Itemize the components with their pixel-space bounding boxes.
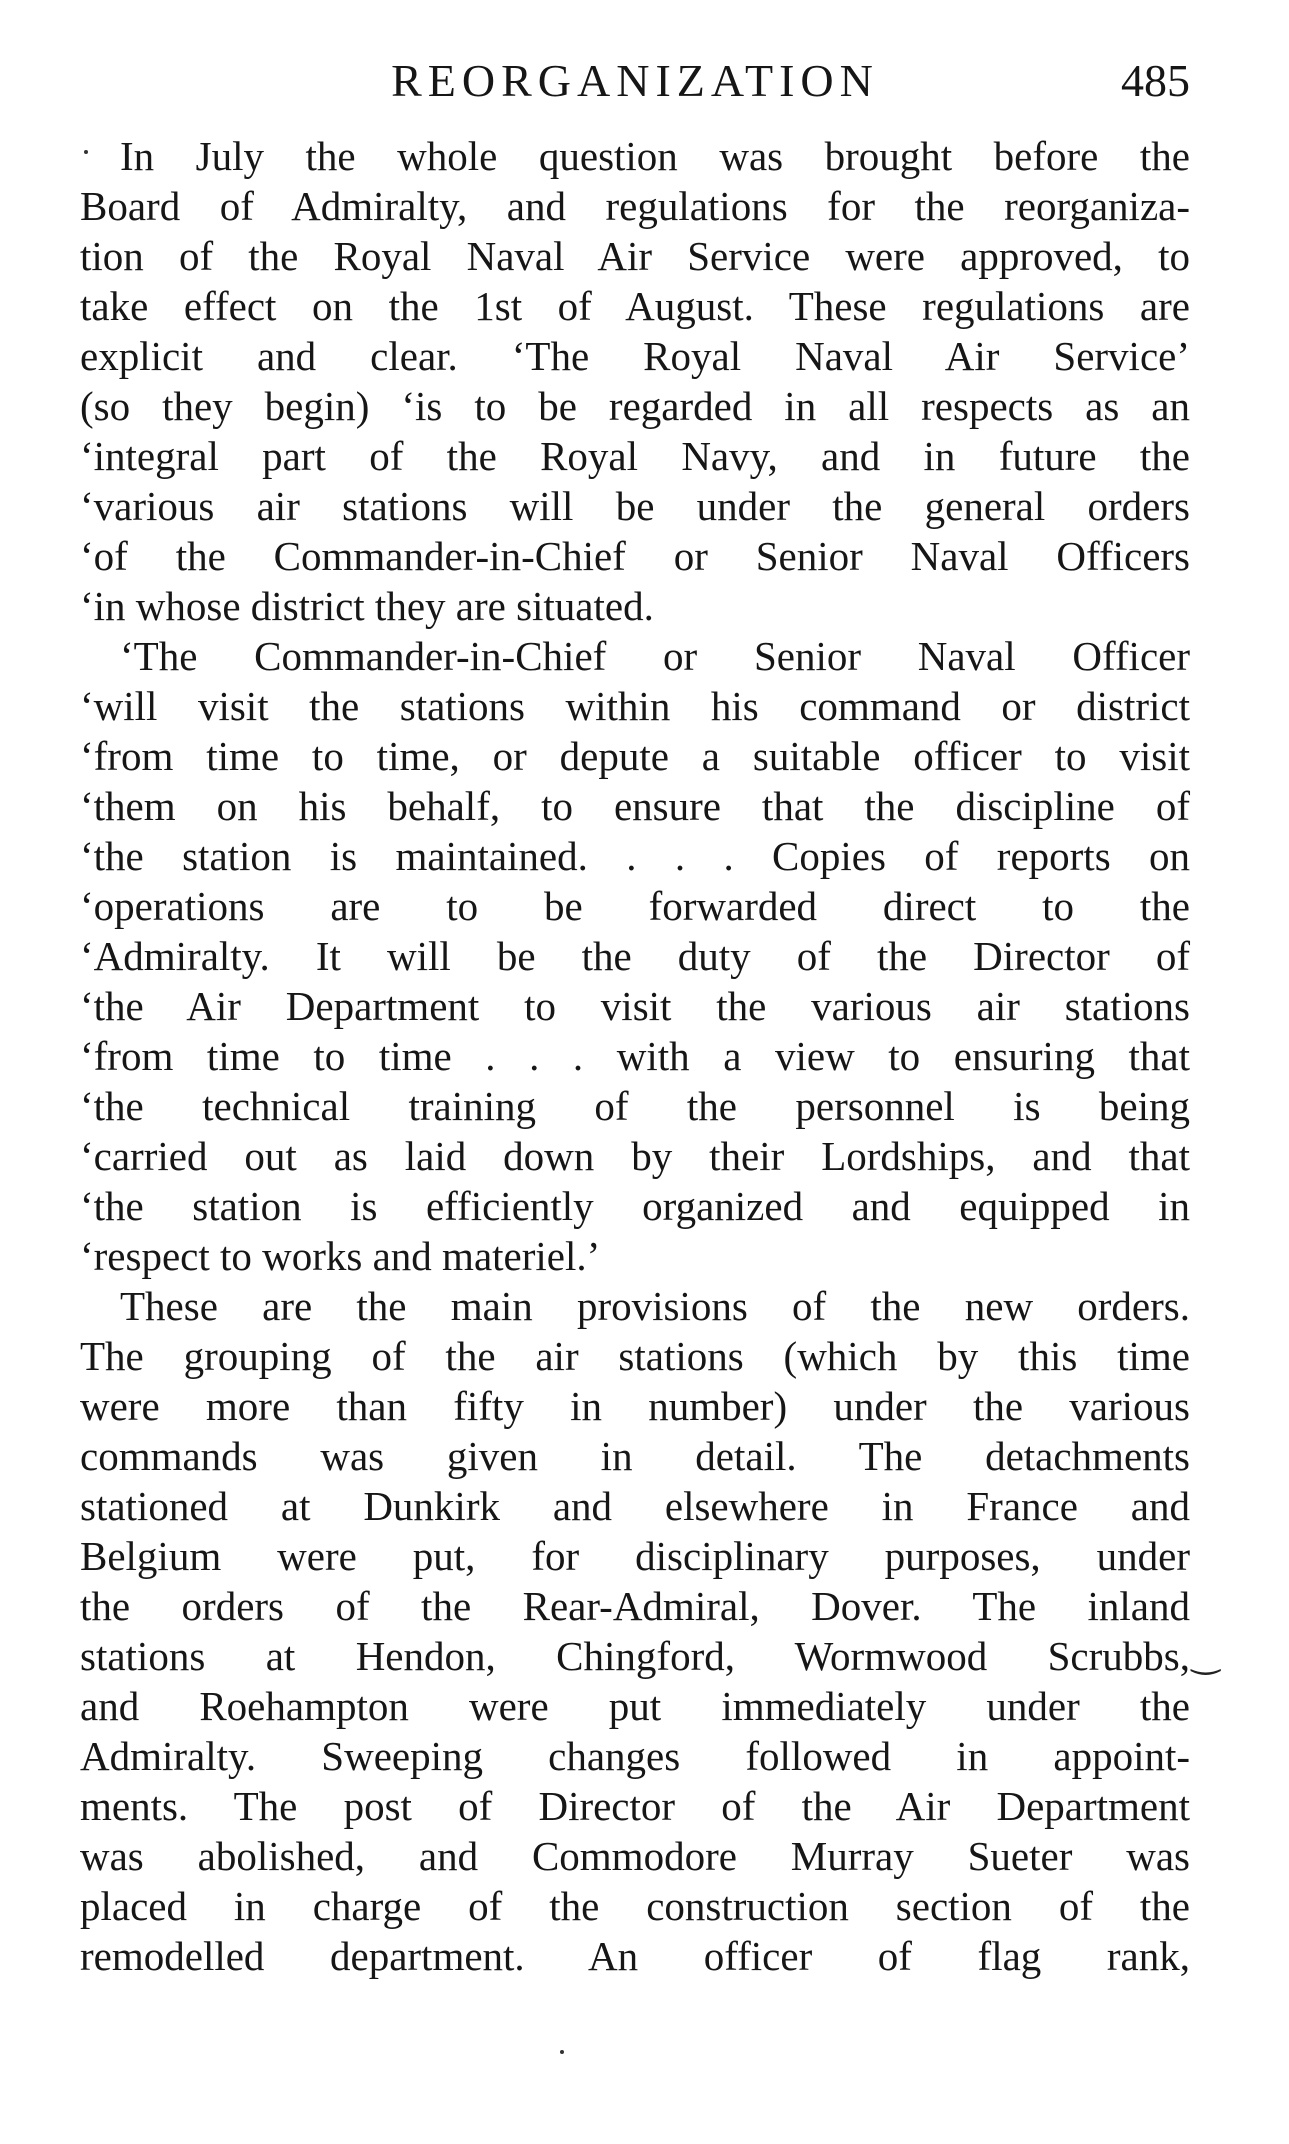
text-line: explicit and clear. ‘The Royal Naval Air Service’ xyxy=(80,333,1190,379)
text-line: ‘Admiralty. It will be the duty of the Director of xyxy=(80,933,1190,979)
text-line: ‘from time to time . . . with a view to ensuring that xyxy=(80,1033,1190,1079)
text-line: Admiralty. Sweeping changes followed in appoint- xyxy=(80,1733,1190,1779)
text-line: and Roehampton were put immediately under the xyxy=(80,1683,1190,1729)
body-text xyxy=(80,131,1190,1981)
text-line: Board of Admiralty, and regulations for the reorganiza- xyxy=(80,183,1190,229)
margin-mark: ‿ xyxy=(1192,1638,1220,1675)
text-line: ‘operations are to be forwarded direct to the xyxy=(80,883,1190,929)
text-line: ‘carried out as laid down by their Lordships, and that xyxy=(80,1133,1190,1179)
text-line: ‘will visit the stations within his command or district xyxy=(80,683,1190,729)
running-title: REORGANIZATION xyxy=(391,55,879,106)
text-line: ‘them on his behalf, to ensure that the discipline of xyxy=(80,783,1190,829)
running-head xyxy=(80,46,1190,116)
text-line: Belgium were put, for disciplinary purposes, under xyxy=(80,1533,1190,1579)
text-line: ‘of the Commander-in-Chief or Senior Naval Officers xyxy=(80,533,1190,579)
paragraph-2 xyxy=(80,631,1190,1281)
text-line: take effect on the 1st of August. These regulations are xyxy=(80,283,1190,329)
text-line: ‘respect to works and materiel.’ xyxy=(80,1233,601,1279)
text-line: stationed at Dunkirk and elsewhere in France and xyxy=(80,1483,1190,1529)
margin-dot xyxy=(560,2050,564,2054)
text-line: ‘various air stations will be under the general orders xyxy=(80,483,1190,529)
text-line: The grouping of the air stations (which by this time xyxy=(80,1333,1190,1379)
paragraph-1 xyxy=(80,131,1190,631)
text-line: ‘the technical training of the personnel is being xyxy=(80,1083,1190,1129)
text-line: ‘the Air Department to visit the various air stations xyxy=(80,983,1190,1029)
text-line: was abolished, and Commodore Murray Sueter was xyxy=(80,1833,1190,1879)
text-line: were more than fifty in number) under the various xyxy=(80,1383,1190,1429)
text-line: stations at Hendon, Chingford, Wormwood Scrubbs, xyxy=(80,1633,1190,1679)
text-line: In July the whole question was brought before the xyxy=(120,133,1190,179)
text-line: ‘in whose district they are situated. xyxy=(80,583,654,629)
text-line: ‘integral part of the Royal Navy, and in future the xyxy=(80,433,1190,479)
page-number: 485 xyxy=(1121,55,1190,106)
text-line: tion of the Royal Naval Air Service were approved, to xyxy=(80,233,1190,279)
text-line: ‘the station is efficiently organized and equipped in xyxy=(80,1183,1190,1229)
text-line: the orders of the Rear-Admiral, Dover. The inland xyxy=(80,1583,1190,1629)
text-line: placed in charge of the construction section of the xyxy=(80,1883,1190,1929)
text-line: remodelled department. An officer of flag rank, xyxy=(80,1933,1190,1979)
text-line: ‘the station is maintained. . . . Copies of reports on xyxy=(80,833,1190,879)
paragraph-3 xyxy=(80,1281,1190,1981)
text-line: ments. The post of Director of the Air Department xyxy=(80,1783,1190,1829)
text-line: commands was given in detail. The detachments xyxy=(80,1433,1190,1479)
text-line: ‘The Commander-in-Chief or Senior Naval Officer xyxy=(120,633,1190,679)
text-line: These are the main provisions of the new orders. xyxy=(120,1283,1190,1329)
text-line: (so they begin) ‘is to be regarded in all respects as an xyxy=(80,383,1190,429)
text-line: ‘from time to time, or depute a suitable officer to visit xyxy=(80,733,1190,779)
